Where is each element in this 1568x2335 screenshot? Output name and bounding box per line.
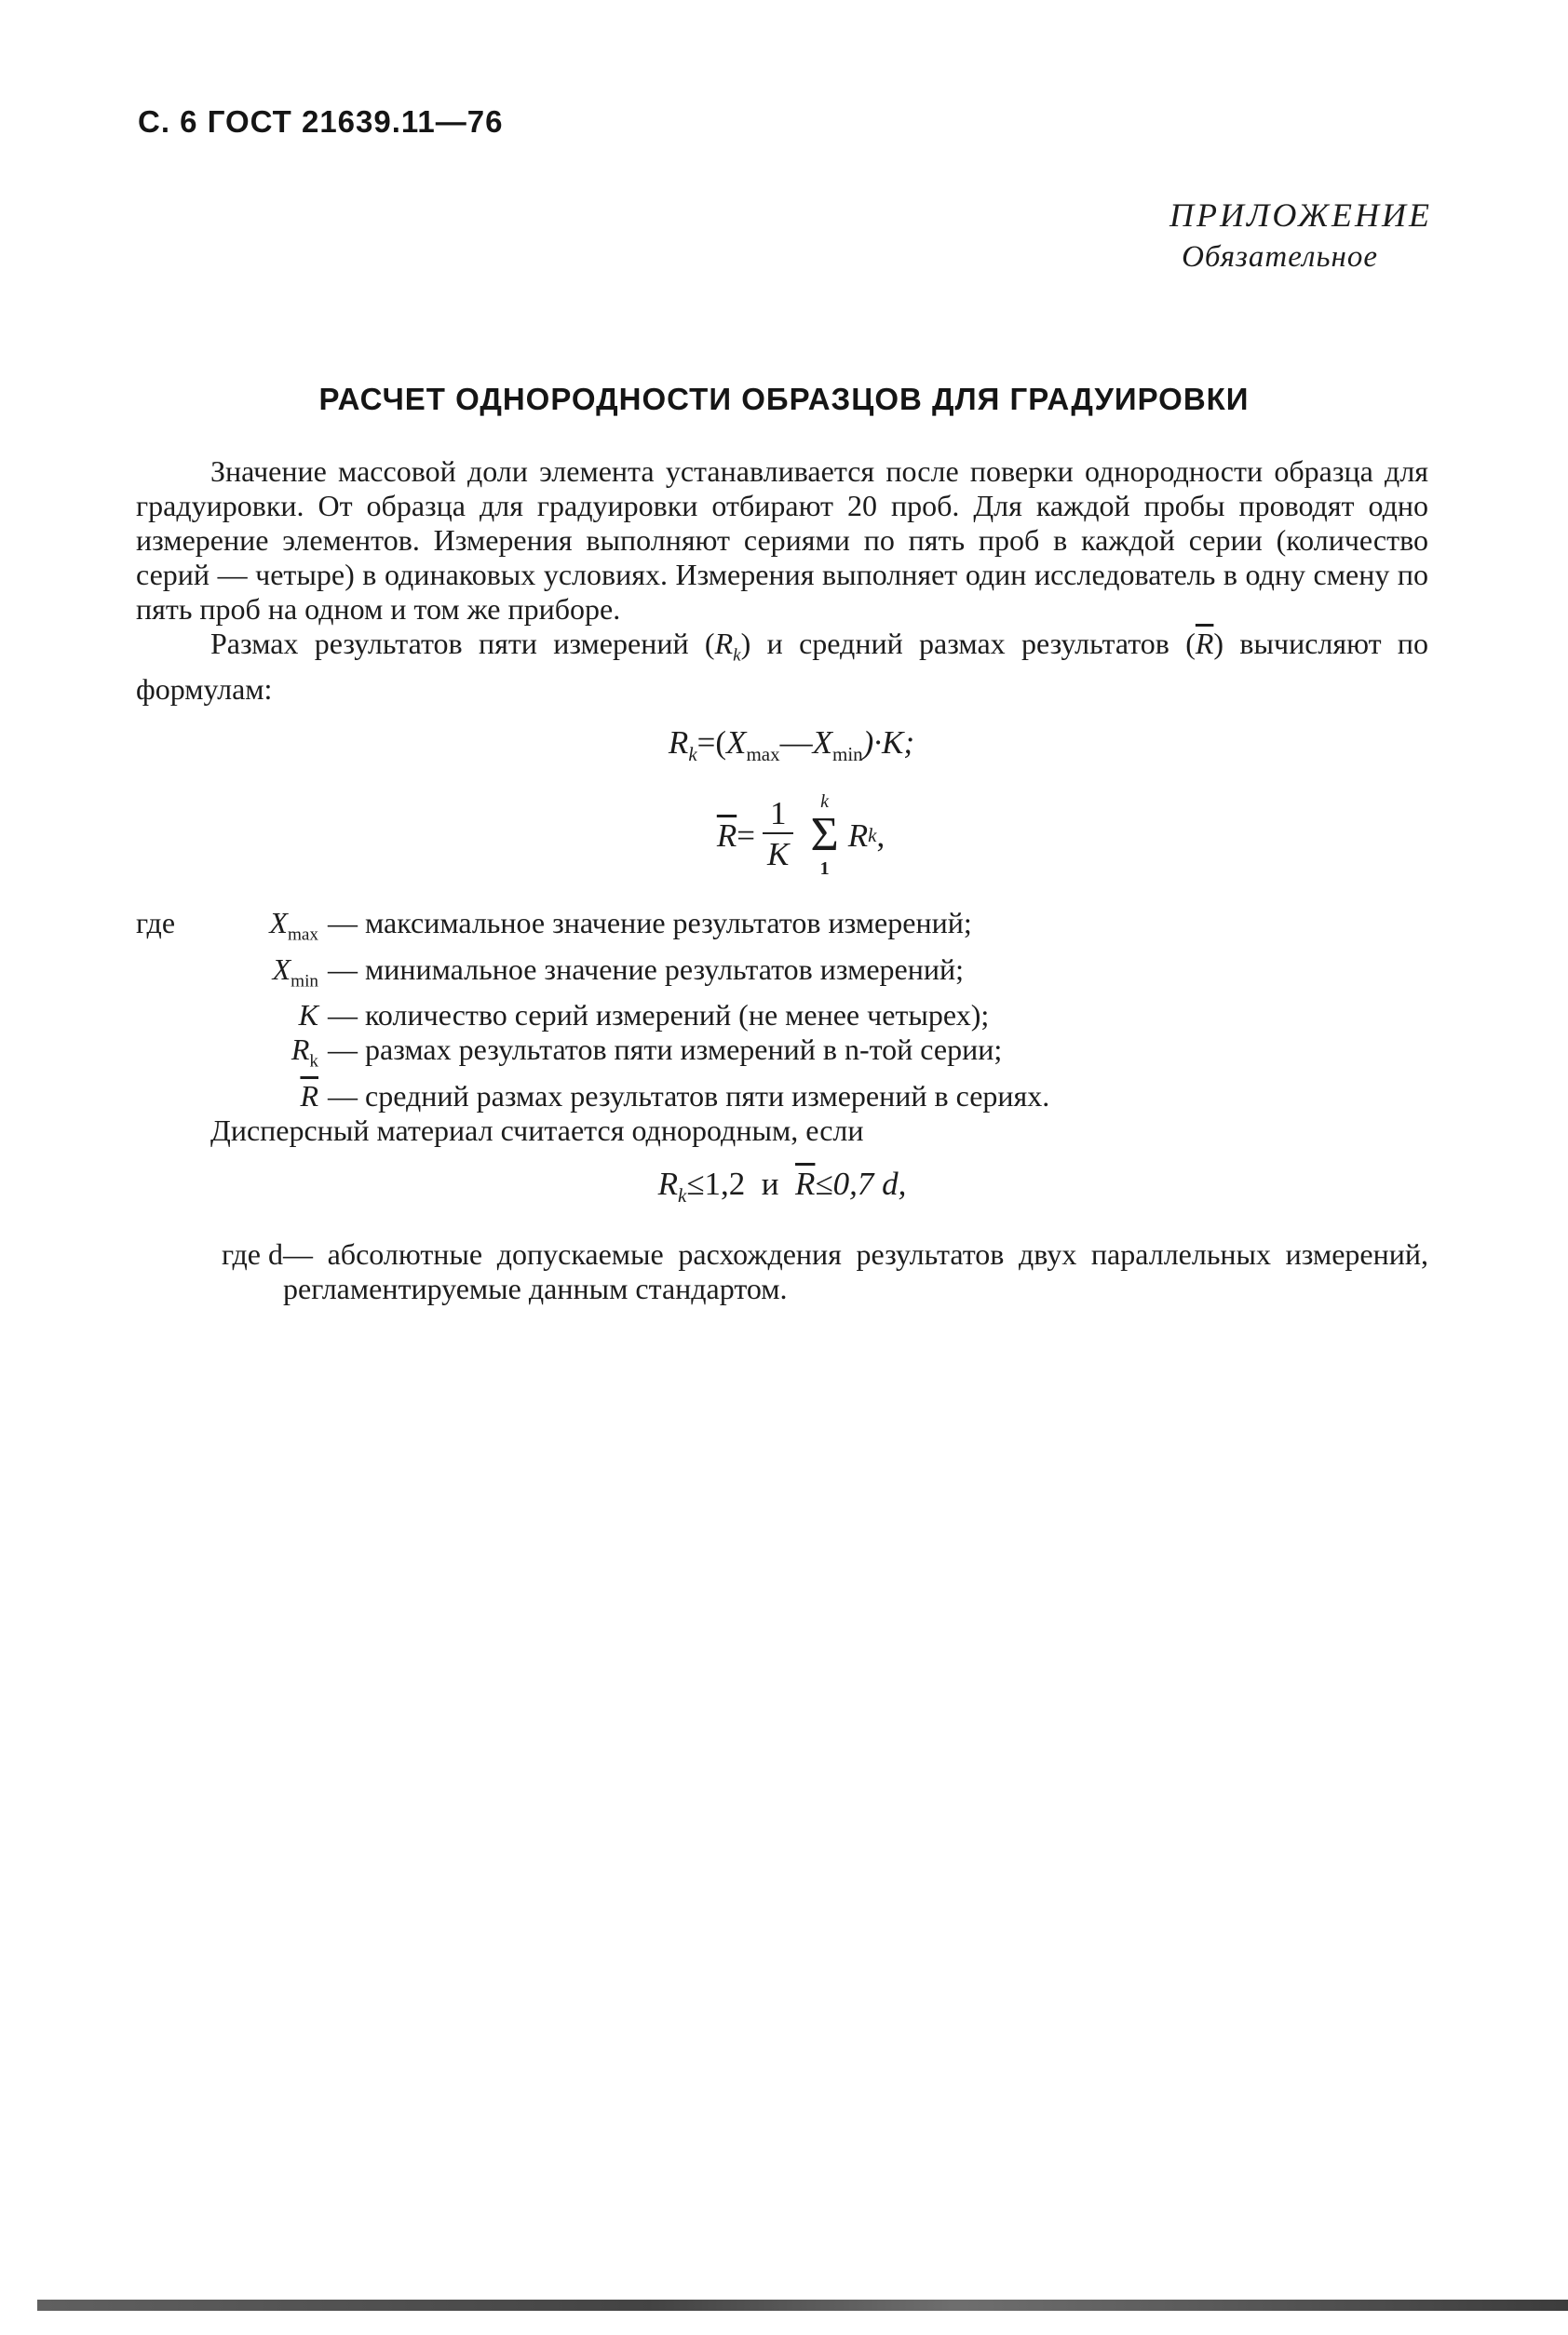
definition-row bbox=[136, 998, 1428, 1033]
appendix-label: ПРИЛОЖЕНИЕ bbox=[1169, 196, 1432, 234]
f2-term: R bbox=[847, 817, 869, 854]
sym-rk-sub: k bbox=[733, 645, 741, 666]
f1-min: min bbox=[831, 743, 863, 766]
f2-numerator: 1 bbox=[763, 795, 794, 834]
f3-a: R bbox=[657, 1165, 678, 1202]
definition-row bbox=[136, 1079, 1428, 1114]
def-symbol bbox=[136, 906, 328, 952]
f3-a-sub: k bbox=[678, 1183, 687, 1207]
page-header: С. 6 ГОСТ 21639.11—76 bbox=[138, 104, 504, 139]
f3-rel1: ≤1,2 и bbox=[686, 1165, 796, 1202]
definitions-list bbox=[136, 906, 1428, 1113]
def-symbol bbox=[136, 998, 328, 1033]
def-sym-letter: X bbox=[272, 952, 291, 986]
def-symbol bbox=[136, 952, 328, 998]
f1-x1: X bbox=[726, 724, 747, 762]
def-text: — средний размах результатов пяти измерений в сериях. bbox=[328, 1078, 1050, 1113]
f2-term-sub: k bbox=[868, 823, 877, 846]
def-text: — минимальное значение результатов измерений; bbox=[328, 952, 965, 986]
def-sym-letter: $\overline{R}$ bbox=[300, 1078, 318, 1113]
def-sym-letter: K bbox=[298, 998, 318, 1033]
paragraph-range-after: ) вычисляют по формулам: bbox=[136, 627, 1429, 707]
f1-max: max bbox=[746, 743, 780, 766]
sym-rk-letter: R bbox=[714, 627, 734, 660]
f3-rel2: ≤0,7 d, bbox=[815, 1165, 907, 1202]
f1-x2: X bbox=[812, 724, 832, 762]
definition-row bbox=[136, 906, 1428, 952]
paragraph-range-before: Размах результатов пяти измерений ( bbox=[210, 627, 715, 660]
f1-eq: =( bbox=[696, 724, 727, 762]
sym-rbar: $\overline{R}$ bbox=[1195, 627, 1214, 660]
sym-rk bbox=[714, 627, 741, 666]
f2-sum-sign: Σ bbox=[810, 808, 839, 862]
section-title: РАСЧЕТ ОДНОРОДНОСТИ ОБРАЗЦОВ ДЛЯ ГРАДУИРОВКИ bbox=[318, 382, 1250, 416]
document-body bbox=[136, 454, 1428, 1306]
where-d-block bbox=[136, 1237, 1428, 1306]
def-text: — максимальное значение результатов измерений; bbox=[328, 906, 972, 940]
f2-eq: = bbox=[737, 817, 755, 854]
f1-minus: — bbox=[779, 724, 813, 762]
def-sym-letter: R bbox=[291, 1033, 310, 1067]
definition-row bbox=[136, 952, 1428, 998]
def-sym-sub: min bbox=[291, 971, 318, 992]
formula-range bbox=[155, 725, 1428, 772]
scan-edge-rule bbox=[37, 2300, 1568, 2311]
f1-tail: )·K; bbox=[862, 724, 915, 762]
paragraph-condition: Дисперсный материал считается однородным, если bbox=[210, 1113, 864, 1147]
def-symbol bbox=[136, 1033, 328, 1078]
def-sym-sub: max bbox=[287, 925, 318, 945]
def-sym-sub: k bbox=[309, 1051, 318, 1072]
f2-denominator: K bbox=[767, 836, 790, 873]
f1-lhs: R bbox=[668, 724, 689, 762]
appendix-sub: Обязательное bbox=[1182, 239, 1378, 274]
f2-sum bbox=[810, 792, 838, 878]
f2-tail: , bbox=[876, 817, 885, 854]
f3-b: $\overline{R}$ bbox=[795, 1165, 816, 1202]
definition-row bbox=[136, 1033, 1428, 1078]
formula-mean-range bbox=[173, 792, 1428, 878]
where-d-text: — абсолютные допускаемые расхождения результатов двух параллельных измерений, регламентируемые данным стандартом. bbox=[283, 1236, 1428, 1305]
def-text: — количество серий измерений (не менее четырех); bbox=[328, 998, 990, 1033]
f2-fraction bbox=[763, 795, 794, 875]
appendix-block bbox=[1169, 194, 1432, 277]
f1-lhs-sub: k bbox=[688, 743, 697, 766]
f2-sum-bottom: 1 bbox=[819, 858, 830, 880]
where-d-label: где d bbox=[221, 1236, 283, 1271]
formula-condition bbox=[136, 1167, 1428, 1213]
f2-sum-top: k bbox=[820, 791, 830, 813]
def-lead: где bbox=[136, 906, 176, 940]
def-text: — размах результатов пяти измерений в n-той серии; bbox=[328, 1033, 1003, 1067]
paragraph-intro: Значение массовой доли элемента устанавливается после поверки однородности образца для градуировки. От образца для градуировки отбирают 20 проб. Для каждой пробы проводят одно измерение элементов. Измерения выполняют сериями по пять проб в каждой серии (количество серий — четыре) в одинаковых условиях. Измерения выполняет один исследователь в одну смену по пять проб на одном и том же приборе. bbox=[136, 454, 1428, 626]
f2-lhs: $\overline{R}$ bbox=[716, 817, 737, 854]
def-symbol bbox=[136, 1079, 328, 1114]
def-sym-letter: X bbox=[269, 906, 288, 940]
paragraph-range bbox=[136, 627, 1428, 707]
paragraph-range-middle: ) и средний размах результатов ( bbox=[740, 627, 1196, 660]
